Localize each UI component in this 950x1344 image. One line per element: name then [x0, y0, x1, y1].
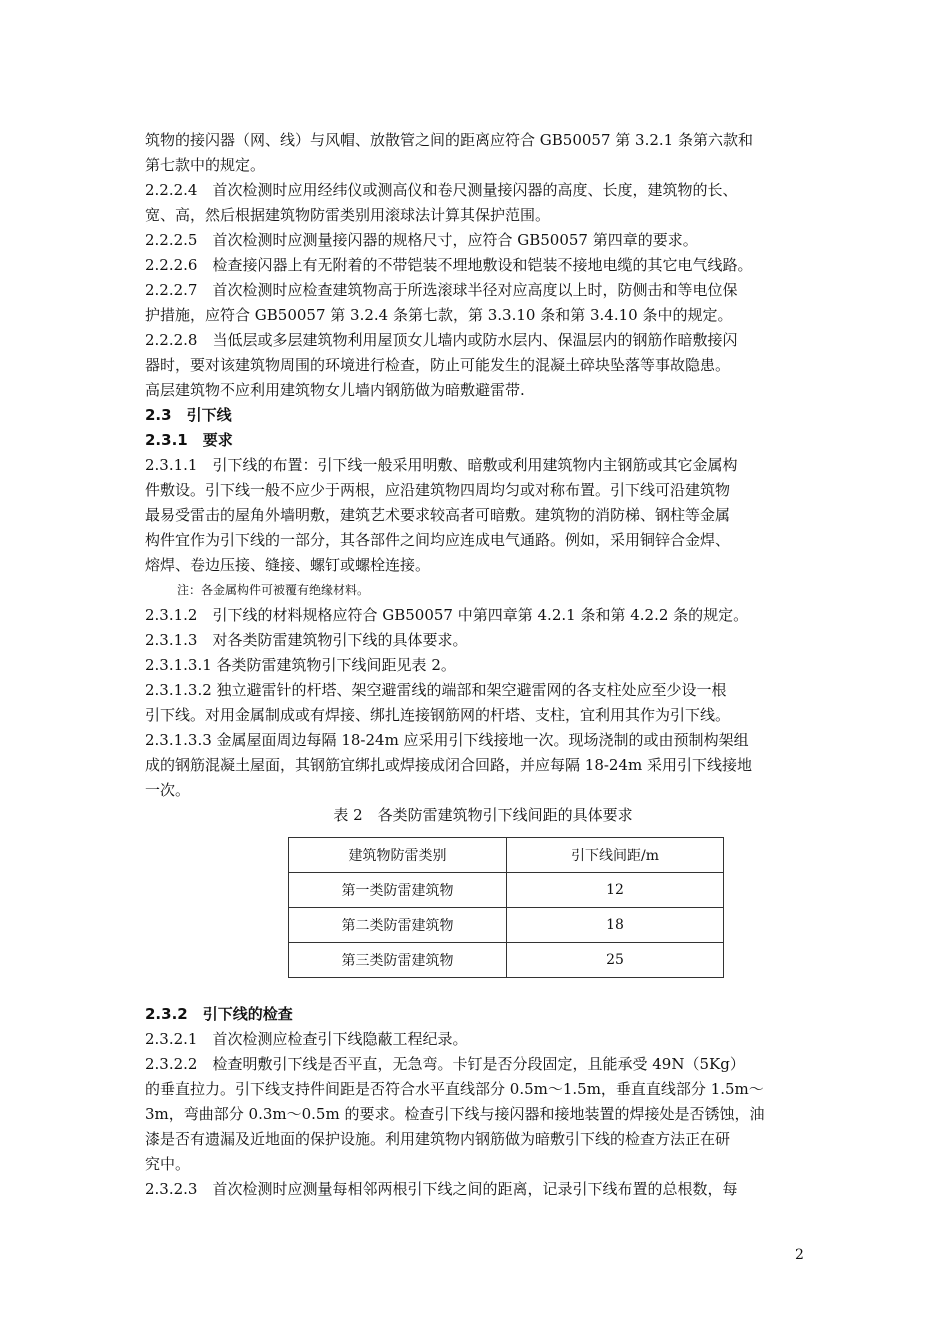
table-row — [289, 873, 724, 908]
section-heading-2-3-2: 2.3.2 引下线的检查 — [145, 1005, 293, 1023]
text-line: 熔焊、卷边压接、缝接、螺钉或螺栓连接。 — [145, 556, 431, 574]
page-number: 2 — [795, 1247, 804, 1263]
table-cell: 第三类防雷建筑物 — [289, 943, 507, 978]
text-line: 成的钢筋混凝土屋面，其钢筋宜绑扎或焊接成闭合回路，并应每隔 18-24m 采用引下线接地 — [145, 756, 753, 774]
text-line: 2.2.2.5 首次检测时应测量接闪器的规格尺寸，应符合 GB50057 第四章的要求。 — [145, 231, 698, 249]
text-line: 高层建筑物不应利用建筑物女儿墙内钢筋做为暗敷避雷带. — [145, 381, 525, 399]
table-row — [289, 908, 724, 943]
table-cell: 第一类防雷建筑物 — [289, 873, 507, 908]
section-heading-2-3-1: 2.3.1 要求 — [145, 431, 233, 449]
text-line: 2.2.2.4 首次检测时应用经纬仪或测高仪和卷尺测量接闪器的高度、长度，建筑物的长、 — [145, 181, 738, 199]
text-line: 2.3.1.2 引下线的材料规格应符合 GB50057 中第四章第 4.2.1 条和第 4.2.2 条的规定。 — [145, 606, 749, 624]
table-row — [289, 943, 724, 978]
text-line: 的垂直拉力。引下线支持件间距是否符合水平直线部分 0.5m～1.5m，垂直直线部分 1.5m～ — [145, 1080, 764, 1098]
table-cell: 12 — [507, 873, 724, 908]
table-cell: 25 — [507, 943, 724, 978]
text-line: 2.3.2.2 检查明敷引下线是否平直，无急弯。卡钉是否分段固定，且能承受 49N（5Kg） — [145, 1055, 745, 1073]
text-line: 究中。 — [145, 1155, 191, 1173]
text-line: 漆是否有遗漏及近地面的保护设施。利用建筑物内钢筋做为暗敷引下线的检查方法正在研 — [145, 1130, 731, 1148]
text-line: 引下线。对用金属制成或有焊接、绑扎连接钢筋网的杆塔、支柱，宜利用其作为引下线。 — [145, 706, 731, 724]
text-line: 2.3.2.1 首次检测应检查引下线隐蔽工程纪录。 — [145, 1030, 468, 1048]
paragraph-block-bottom — [145, 1027, 813, 1202]
text-line: 最易受雷击的屋角外墙明敷，建筑艺术要求较高者可暗敷。建筑物的消防梯、钢柱等金属 — [145, 506, 731, 524]
text-line: 2.3.1.1 引下线的布置：引下线一般采用明敷、暗敷或利用建筑物内主钢筋或其它金属构 — [145, 456, 738, 474]
table-cell: 第二类防雷建筑物 — [289, 908, 507, 943]
table-header-row — [289, 838, 724, 873]
text-line: 筑物的接闪器（网、线）与风帽、放散管之间的距离应符合 GB50057 第 3.2.1 条第六款和 — [145, 131, 753, 149]
text-line: 构件宜作为引下线的一部分，其各部件之间均应连成电气通路。例如，采用铜锌合金焊、 — [145, 531, 731, 549]
text-line: 2.3.2.3 首次检测时应测量每相邻两根引下线之间的距离，记录引下线布置的总根数，每 — [145, 1180, 738, 1198]
text-line: 2.2.2.6 检查接闪器上有无附着的不带铠装不埋地敷设和铠装不接地电缆的其它电气线路。 — [145, 256, 753, 274]
paragraph-block-mid — [145, 453, 813, 578]
text-line: 第七款中的规定。 — [145, 156, 266, 174]
spacing-table — [288, 837, 724, 978]
text-line: 2.3.1.3.2 独立避雷针的杆塔、架空避雷线的端部和架空避雷网的各支柱处应至少设一根 — [145, 681, 727, 699]
text-line: 2.3.1.3.3 金属屋面周边每隔 18-24m 应采用引下线接地一次。现场浇制的或由预制构架组 — [145, 731, 749, 749]
text-line: 护措施，应符合 GB50057 第 3.2.4 条第七款，第 3.3.10 条和第 3.4.10 条中的规定。 — [145, 306, 733, 324]
table-caption: 表 2 各类防雷建筑物引下线间距的具体要求 — [333, 806, 633, 824]
table-header-cell: 建筑物防雷类别 — [289, 838, 507, 873]
spacer — [145, 978, 813, 1002]
text-line: 2.3.1.3.1 各类防雷建筑物引下线间距见表 2。 — [145, 656, 456, 674]
paragraph-block-top — [145, 128, 813, 403]
note-text: 注：各金属构件可被覆有绝缘材料。 — [177, 583, 370, 597]
page-body — [145, 128, 813, 1202]
text-line: 2.2.2.8 当低层或多层建筑物利用屋顶女儿墙内或防水层内、保温层内的钢筋作暗敷接闪 — [145, 331, 738, 349]
text-line: 2.2.2.7 首次检测时应检查建筑物高于所选滚球半径对应高度以上时，防侧击和等电位保 — [145, 281, 738, 299]
table-cell: 18 — [507, 908, 724, 943]
table-header-cell: 引下线间距/m — [507, 838, 724, 873]
section-heading-2-3: 2.3 引下线 — [145, 406, 232, 424]
text-line: 一次。 — [145, 781, 191, 799]
text-line: 3m，弯曲部分 0.3m～0.5m 的要求。检查引下线与接闪器和接地装置的焊接处是否锈蚀，油 — [145, 1105, 765, 1123]
text-line: 件敷设。引下线一般不应少于两根，应沿建筑物四周均匀或对称布置。引下线可沿建筑物 — [145, 481, 731, 499]
text-line: 器时，要对该建筑物周围的环境进行检查，防止可能发生的混凝土碎块坠落等事故隐患。 — [145, 356, 731, 374]
text-line: 宽、高，然后根据建筑物防雷类别用滚球法计算其保护范围。 — [145, 206, 551, 224]
text-line: 2.3.1.3 对各类防雷建筑物引下线的具体要求。 — [145, 631, 468, 649]
paragraph-block-after-note — [145, 603, 813, 803]
